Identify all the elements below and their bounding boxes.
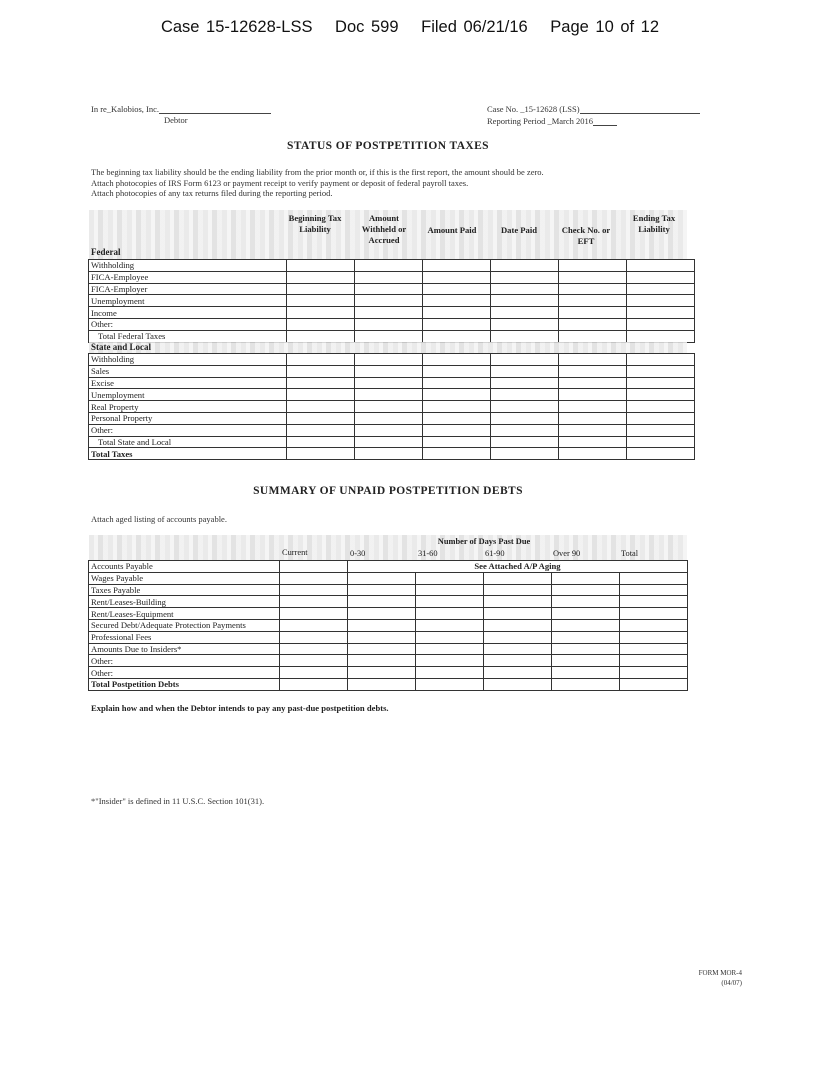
total-row: Total Federal Taxes bbox=[89, 330, 695, 342]
table-row: Other: bbox=[89, 667, 688, 679]
col-ending-tax-liability: Ending Tax Liability bbox=[632, 213, 676, 234]
table-row: Personal Property bbox=[89, 412, 695, 424]
debts-header-band bbox=[89, 535, 687, 560]
table-row: FICA-Employer bbox=[89, 283, 695, 295]
table-row: Unemployment bbox=[89, 389, 695, 401]
col-amount-withheld: Amount Withheld or Accrued bbox=[361, 213, 407, 245]
col-0-30: 0-30 bbox=[350, 549, 366, 558]
col-beginning-tax-liability: Beginning Tax Liability bbox=[288, 213, 342, 234]
taxes-title: STATUS OF POSTPETITION TAXES bbox=[287, 140, 489, 152]
federal-tax-table bbox=[88, 259, 695, 343]
table-row: Withholding bbox=[89, 354, 695, 366]
table-row: Other: bbox=[89, 655, 688, 667]
debtor-label: Debtor bbox=[164, 115, 188, 125]
col-amount-paid: Amount Paid bbox=[427, 225, 477, 235]
state-section-label: State and Local bbox=[91, 342, 152, 352]
form-id bbox=[680, 968, 742, 988]
table-row: Unemployment bbox=[89, 295, 695, 307]
table-row: Taxes Payable bbox=[89, 584, 688, 596]
table-row: Amounts Due to Insiders* bbox=[89, 643, 688, 655]
table-row: Rent/Leases-Equipment bbox=[89, 608, 688, 620]
explain-instruction: Explain how and when the Debtor intends to pay any past-due postpetition debts. bbox=[91, 703, 389, 713]
reporting-period-line: Reporting Period _March 2016 bbox=[487, 116, 617, 126]
table-row: Professional Fees bbox=[89, 631, 688, 643]
col-date-paid: Date Paid bbox=[500, 225, 538, 235]
grand-total-row: Total Postpetition Debts bbox=[89, 678, 688, 690]
table-row: Real Property bbox=[89, 401, 695, 413]
table-row: Excise bbox=[89, 377, 695, 389]
debts-instruction: Attach aged listing of accounts payable. bbox=[91, 514, 227, 524]
page-number: Page 10 of 12 bbox=[550, 18, 660, 36]
insider-footnote: *"Insider" is defined in 11 U.S.C. Section 101(31). bbox=[91, 796, 265, 806]
table-row: Secured Debt/Adequate Protection Payments bbox=[89, 619, 688, 631]
instruction-line: Attach photocopies of any tax returns filed during the reporting period. bbox=[91, 188, 333, 198]
form-number: FORM MOR-4 bbox=[698, 969, 742, 977]
col-61-90: 61-90 bbox=[485, 549, 505, 558]
state-header-band bbox=[89, 342, 687, 353]
instruction-line: Attach photocopies of IRS Form 6123 or payment receipt to verify payment or deposit of federal payroll taxes. bbox=[91, 177, 469, 188]
grand-total-row: Total Taxes bbox=[89, 448, 695, 460]
table-row: Wages Payable bbox=[89, 572, 688, 584]
case-number: Case 15-12628-LSS bbox=[160, 18, 313, 36]
taxes-instructions bbox=[91, 167, 544, 199]
total-row: Total State and Local bbox=[89, 436, 695, 448]
col-over-90: Over 90 bbox=[553, 549, 581, 558]
table-row: Accounts Payable See Attached A/P Aging bbox=[89, 561, 688, 573]
table-row: Withholding bbox=[89, 260, 695, 272]
table-row: FICA-Employee bbox=[89, 271, 695, 283]
days-past-due-header: Number of Days Past Due bbox=[437, 537, 531, 546]
aging-note: See Attached A/P Aging bbox=[348, 561, 688, 573]
form-date: (04/07) bbox=[721, 979, 742, 987]
federal-section-label: Federal bbox=[91, 247, 121, 257]
debts-title: SUMMARY OF UNPAID POSTPETITION DEBTS bbox=[253, 485, 523, 497]
table-row: Other: bbox=[89, 318, 695, 330]
col-total: Total bbox=[621, 549, 639, 558]
table-row: Sales bbox=[89, 365, 695, 377]
table-row: Rent/Leases-Building bbox=[89, 596, 688, 608]
col-check-no: Check No. or EFT bbox=[561, 225, 611, 246]
col-current: Current bbox=[282, 548, 308, 557]
debts-table bbox=[88, 560, 688, 691]
filed-date: Filed 06/21/16 bbox=[421, 18, 528, 36]
col-31-60: 31-60 bbox=[418, 549, 438, 558]
table-row: Income bbox=[89, 307, 695, 319]
case-header bbox=[0, 18, 820, 37]
table-row: Other: bbox=[89, 424, 695, 436]
case-no-line: Case No. _15-12628 (LSS) bbox=[487, 104, 700, 114]
instruction-line: The beginning tax liability should be the ending liability from the prior month or, if this is the first report, the amount should be zero. bbox=[91, 167, 544, 177]
doc-number: Doc 599 bbox=[335, 18, 399, 36]
state-tax-table bbox=[88, 353, 695, 460]
in-re-line: In re_Kalobios, Inc. bbox=[91, 104, 271, 114]
